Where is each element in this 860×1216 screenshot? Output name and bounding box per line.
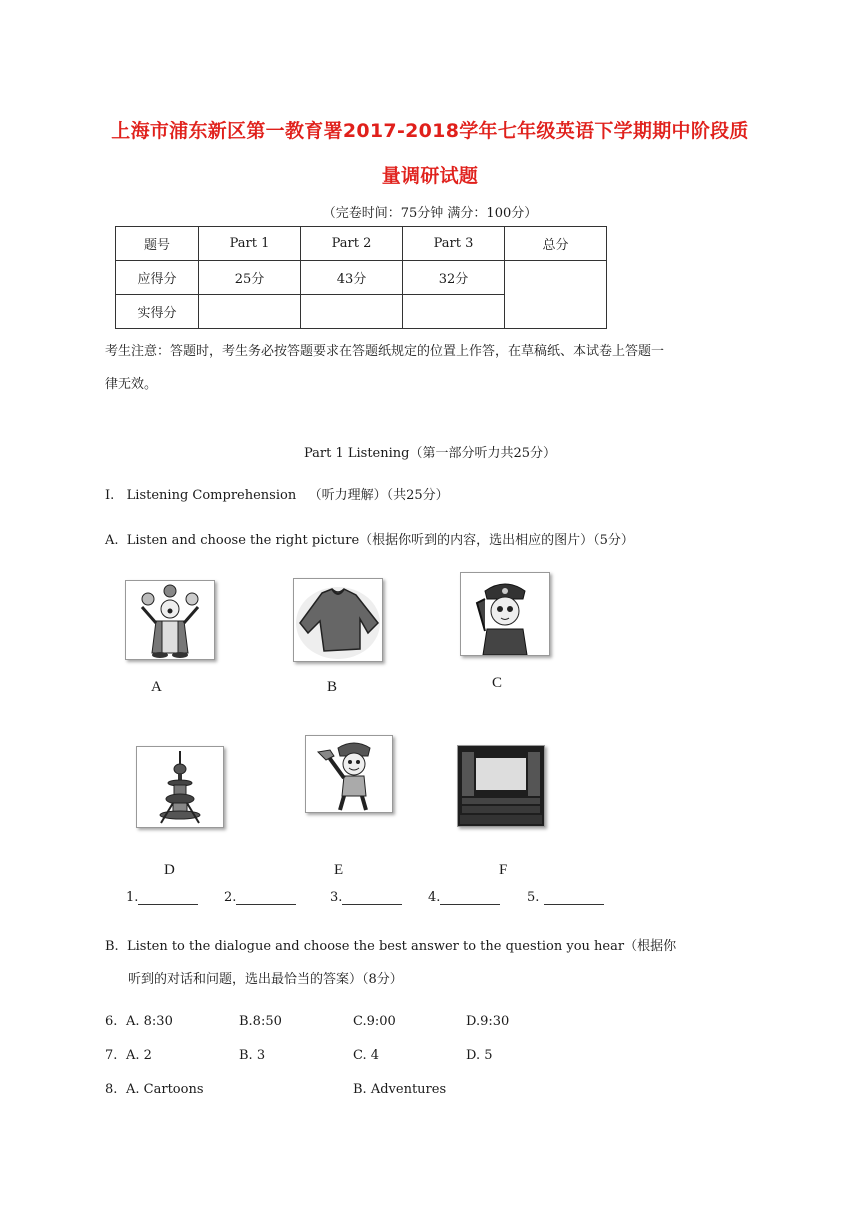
cinema-icon [458, 746, 544, 826]
table-cell [199, 295, 301, 329]
picture-c [460, 572, 550, 656]
picture-label-e: E [334, 862, 344, 878]
picture-e [305, 735, 393, 813]
notice-line-2: 律无效。 [105, 377, 158, 392]
answer-number: 3. [330, 890, 343, 905]
table-header-cell: Part 3 [403, 227, 505, 261]
table-row [116, 261, 607, 295]
section-a-instruction: A. Listen and choose the right picture（根据你听到的内容，选出相应的图片）（5分） [105, 533, 634, 548]
blank-line [544, 890, 604, 905]
section-b-instruction-line-1: B. Listen to the dialogue and choose the best answer to the question you hear（根据你 [105, 939, 677, 954]
document-title-line-2: 量调研试题 [381, 165, 479, 187]
answer-blank-3 [330, 890, 402, 905]
question-7-option-d: D. 5 [466, 1048, 493, 1063]
answer-number: 2. [224, 890, 237, 905]
table-header-cell: Part 2 [301, 227, 403, 261]
question-8-number: 8. [105, 1082, 118, 1097]
question-6-option-b: B.8:50 [239, 1014, 282, 1029]
picture-d [136, 746, 224, 828]
table-row [116, 227, 607, 261]
table-row-label: 实得分 [116, 295, 199, 329]
blank-line [138, 890, 198, 905]
part1-heading: Part 1 Listening（第一部分听力共25分） [303, 446, 557, 461]
answer-number: 5. [527, 890, 544, 905]
blank-line [342, 890, 402, 905]
picture-label-d: D [164, 862, 175, 878]
table-cell: 25分 [199, 261, 301, 295]
worker-with-wrench-icon [306, 736, 392, 812]
table-cell: 32分 [403, 261, 505, 295]
table-row-label: 应得分 [116, 261, 199, 295]
exam-info: （完卷时间：75分钟 满分：100分） [322, 206, 538, 221]
section-b-instruction-line-2: 听到的对话和问题，选出最恰当的答案）（8分） [128, 972, 403, 987]
tv-tower-icon [137, 747, 223, 827]
police-officer-icon [461, 573, 549, 655]
total-score-cell [505, 261, 607, 329]
table-header-cell: 总分 [505, 227, 607, 261]
question-6-option-c: C.9:00 [353, 1014, 396, 1029]
document-title-line-1: 上海市浦东新区第一教育署2017-2018学年七年级英语下学期期中阶段质 [111, 120, 749, 142]
answer-blank-4 [428, 890, 500, 905]
picture-label-b: B [327, 679, 338, 695]
question-8-option-a: A. Cartoons [126, 1082, 204, 1097]
picture-a [125, 580, 215, 660]
picture-b [293, 578, 383, 662]
question-7-option-a: A. 2 [126, 1048, 152, 1063]
picture-label-c: C [492, 675, 503, 691]
answer-blank-2 [224, 890, 296, 905]
question-8-option-b: B. Adventures [353, 1082, 447, 1097]
blank-line [440, 890, 500, 905]
section-i-heading: I. Listening Comprehension （听力理解）（共25分） [105, 488, 449, 503]
question-7-number: 7. [105, 1048, 118, 1063]
sweater-icon [294, 579, 382, 661]
question-6-option-a: A. 8:30 [126, 1014, 173, 1029]
picture-label-a: A [151, 679, 162, 695]
answer-number: 1. [126, 890, 139, 905]
question-7-option-c: C. 4 [353, 1048, 380, 1063]
blank-line [236, 890, 296, 905]
notice-line-1: 考生注意：答题时，考生务必按答题要求在答题纸规定的位置上作答，在草稿纸、本试卷上答题一 [105, 344, 665, 359]
table-cell [403, 295, 505, 329]
answer-blank-1 [126, 890, 198, 905]
table-cell [301, 295, 403, 329]
score-table [115, 226, 607, 329]
table-header-cell: Part 1 [199, 227, 301, 261]
clown-juggler-icon [126, 581, 214, 659]
table-header-cell: 题号 [116, 227, 199, 261]
picture-f [457, 745, 545, 827]
picture-label-f: F [499, 862, 508, 878]
answer-number: 4. [428, 890, 441, 905]
table-cell: 43分 [301, 261, 403, 295]
question-6-number: 6. [105, 1014, 118, 1029]
question-6-option-d: D.9:30 [466, 1014, 510, 1029]
answer-blank-5 [527, 890, 604, 905]
question-7-option-b: B. 3 [239, 1048, 266, 1063]
